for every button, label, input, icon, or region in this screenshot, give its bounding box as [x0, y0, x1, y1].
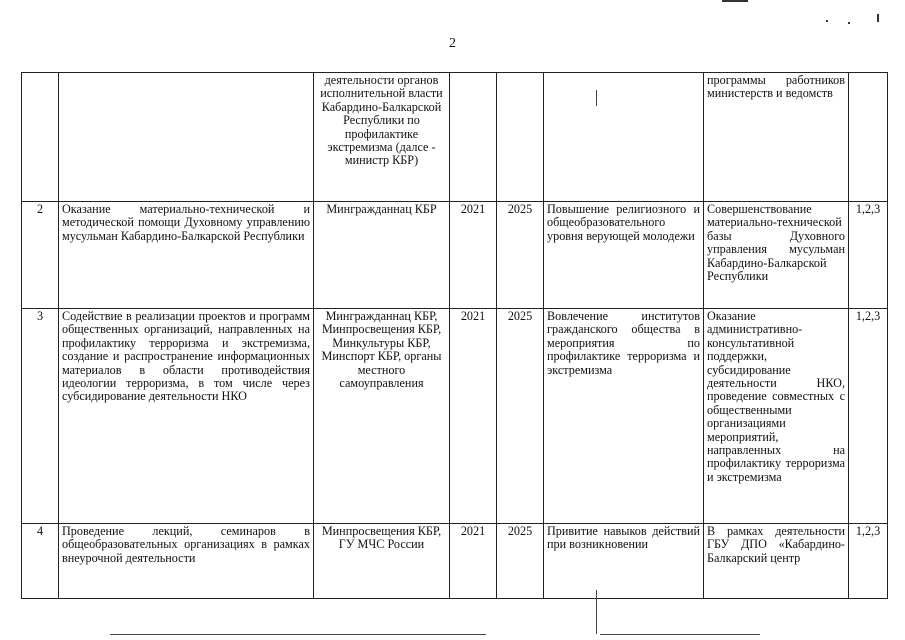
activity-cell: Содействие в реализации проектов и программ общественных организаций, направленных на профилактику терроризма и экстремизма, создание и распространение информационных материалов в области противодействия идеологии терроризма, в том числе через субсидирование деятельности НКО	[59, 309, 314, 524]
table-row	[22, 309, 888, 524]
codes-cell: 1,2,3	[849, 524, 888, 599]
year-start-cell: 2021	[450, 524, 497, 599]
row-number: 2	[22, 202, 59, 309]
year-start-cell	[450, 73, 497, 202]
codes-cell: 1,2,3	[849, 309, 888, 524]
row-number: 4	[22, 524, 59, 599]
result-cell: В рамках деятельности ГБУ ДПО «Кабардино-Балкарский центр	[704, 524, 849, 599]
year-start-cell: 2021	[450, 309, 497, 524]
scan-mark	[848, 22, 850, 24]
goal-cell	[544, 73, 704, 202]
page-number: 2	[449, 36, 456, 51]
executor-cell: Минпросвещения КБР, ГУ МЧС России	[314, 524, 450, 599]
result-cell: Оказание административно-консультативной поддержки, субсидирование деятельности НКО, проведение совместных с общественными организациями мероприятий, направленных на профилактику терроризма и экстремизма	[704, 309, 849, 524]
scan-line	[596, 90, 597, 106]
codes-cell: 1,2,3	[849, 202, 888, 309]
table-row	[22, 202, 888, 309]
scan-mark	[877, 14, 879, 22]
scan-line	[596, 590, 597, 634]
codes-cell	[849, 73, 888, 202]
executor-cell: деятельности органов исполнительной власти Кабардино-Балкарской Республики по профилактике экстремизма (далсе - министр КБР)	[314, 73, 450, 202]
activity-cell: Оказание материально-технической и методической помощи Духовному управлению мусульман Кабардино-Балкарской Республики	[59, 202, 314, 309]
year-end-cell: 2025	[497, 202, 544, 309]
goal-cell: Повышение религиозного и общеобразовательного уровня верующей молодежи	[544, 202, 704, 309]
row-number	[22, 73, 59, 202]
scan-line	[110, 634, 486, 635]
executor-cell: Мингражданнац КБР, Минпросвещения КБР, Минкультуры КБР, Минспорт КБР, органы местного самоуправления	[314, 309, 450, 524]
activity-cell	[59, 73, 314, 202]
executor-cell: Мингражданнац КБР	[314, 202, 450, 309]
activity-cell: Проведение лекций, семинаров в общеобразовательных организациях в рамках внеурочной деятельности	[59, 524, 314, 599]
scan-mark	[826, 20, 828, 22]
year-end-cell: 2025	[497, 309, 544, 524]
table-row	[22, 73, 888, 202]
result-cell: Совершенствование материально-технической базы Духовного управления мусульман Кабардино-Балкарской Республики	[704, 202, 849, 309]
goal-cell: Привитие навыков действий при возникновении	[544, 524, 704, 599]
plan-table	[21, 72, 888, 599]
year-end-cell: 2025	[497, 524, 544, 599]
result-cell: программы работников министерств и ведомств	[704, 73, 849, 202]
year-end-cell	[497, 73, 544, 202]
scan-mark	[722, 0, 748, 2]
table-row	[22, 524, 888, 599]
scan-line	[600, 634, 760, 635]
goal-cell: Вовлечение институтов гражданского общества в мероприятия по профилактике терроризма и экстремизма	[544, 309, 704, 524]
row-number: 3	[22, 309, 59, 524]
year-start-cell: 2021	[450, 202, 497, 309]
